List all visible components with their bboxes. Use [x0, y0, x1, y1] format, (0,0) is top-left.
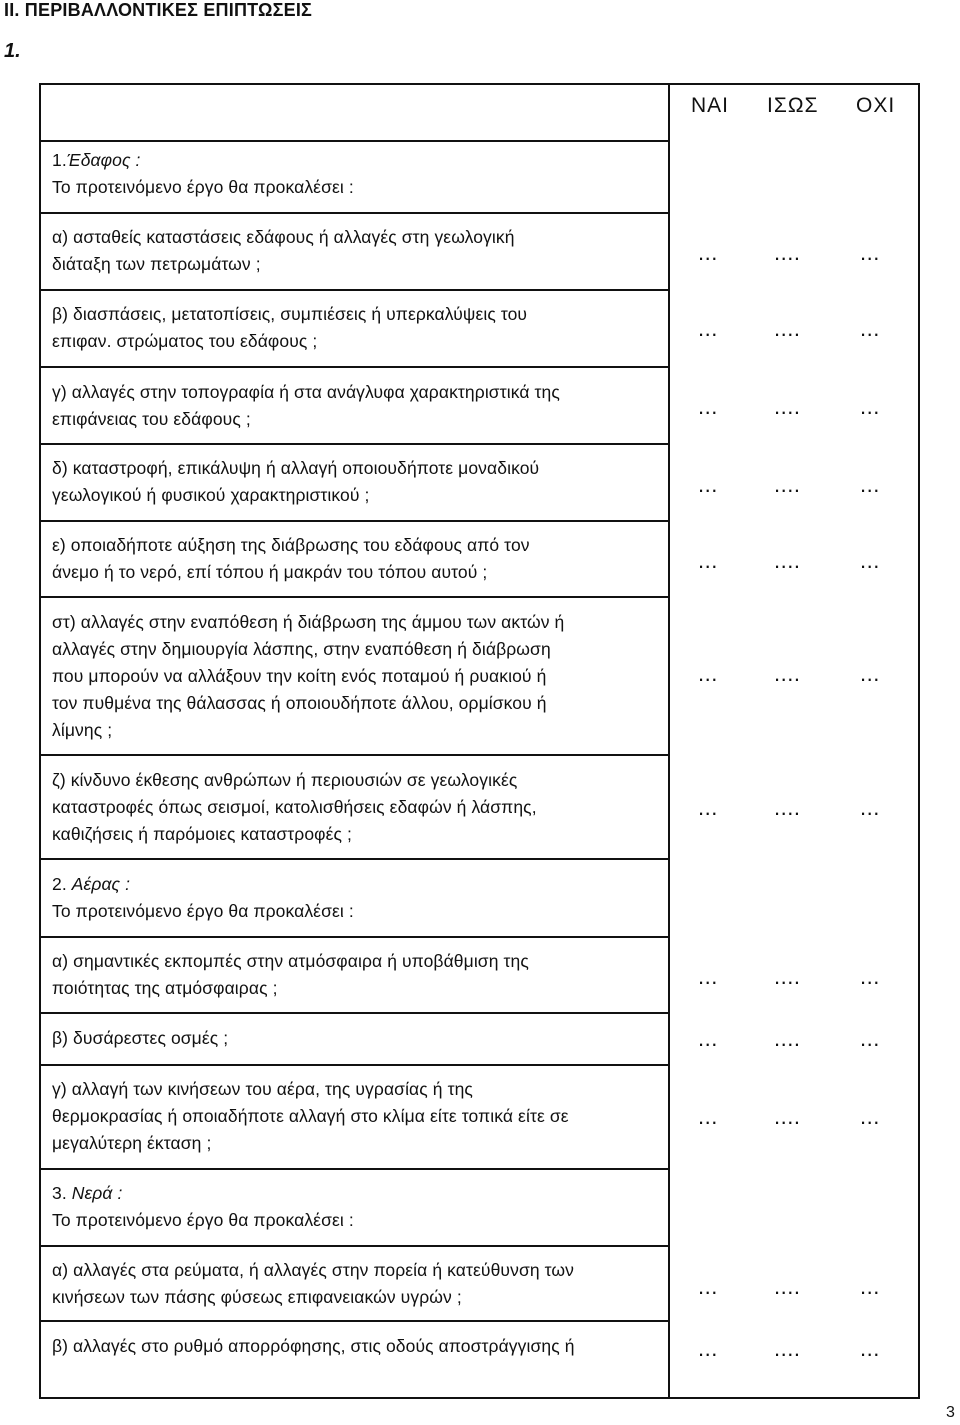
answer-no[interactable]: ...	[860, 964, 880, 989]
row-divider	[41, 1320, 668, 1322]
answer-no[interactable]: ...	[860, 240, 880, 265]
question-line: α) αλλαγές στα ρεύματα, ή αλλαγές στην πορεία ή κατεύθυνση των	[52, 1260, 575, 1280]
group-intro: Το προτεινόμενο έργο θα προκαλέσει :	[52, 901, 354, 921]
group-number: 2.	[52, 874, 67, 894]
answer-yes[interactable]: ...	[698, 1336, 718, 1361]
question-soil-b	[52, 301, 662, 355]
question-line: ε) οποιαδήποτε αύξηση της διάβρωσης του εδάφους από τον	[52, 535, 530, 555]
answer-marks[interactable]	[690, 1028, 910, 1058]
question-line: επιφαν. στρώματος του εδάφους ;	[52, 331, 318, 351]
answer-no[interactable]: ...	[860, 316, 880, 341]
question-line: ποιότητας της ατμόσφαιρας ;	[52, 978, 278, 998]
question-line: γ) αλλαγές στην τοπογραφία ή στα ανάγλυφα χαρακτηριστικά της	[52, 382, 560, 402]
row-divider	[41, 1245, 668, 1247]
answer-maybe[interactable]: ....	[774, 316, 801, 341]
answer-marks[interactable]	[690, 663, 910, 693]
row-divider	[41, 858, 668, 860]
answer-maybe[interactable]: ....	[774, 472, 801, 497]
answer-yes[interactable]: ...	[698, 795, 718, 820]
section-title: ΙΙ. ΠΕΡΙΒΑΛΛΟΝΤΙΚΕΣ ΕΠΙΠΤΩΣΕΙΣ	[4, 0, 313, 20]
question-line: λίμνης ;	[52, 720, 113, 740]
group-heading-soil	[52, 147, 662, 201]
group-title: Νερά :	[71, 1183, 123, 1203]
question-line: θερμοκρασίας ή οποιαδήποτε αλλαγή στο κλίμα είτε τοπικά είτε σε	[52, 1106, 569, 1126]
answer-no[interactable]: ...	[860, 661, 880, 686]
group-number: 1.	[52, 150, 67, 170]
answer-yes[interactable]: ...	[698, 240, 718, 265]
question-line: ζ) κίνδυνο έκθεσης ανθρώπων ή περιουσιών σε γεωλογικές	[52, 770, 518, 790]
question-soil-z	[52, 767, 662, 848]
answer-no[interactable]: ...	[860, 1274, 880, 1299]
group-title: Έδαφος :	[66, 150, 141, 170]
row-divider	[41, 366, 668, 368]
answer-marks[interactable]	[690, 396, 910, 426]
group-number: 3.	[52, 1183, 67, 1203]
question-line: επιφάνειας του εδάφους ;	[52, 409, 251, 429]
question-soil-d	[52, 455, 662, 509]
column-header-yes: ΝΑΙ	[691, 94, 730, 117]
question-soil-a	[52, 224, 662, 278]
column-header-maybe: ΙΣΩΣ	[767, 94, 819, 117]
answer-yes[interactable]: ...	[698, 1026, 718, 1051]
row-divider	[41, 443, 668, 445]
answer-yes[interactable]: ...	[698, 394, 718, 419]
column-header-no: ΟΧΙ	[856, 94, 896, 117]
answer-yes[interactable]: ...	[698, 1104, 718, 1129]
answer-marks[interactable]	[690, 797, 910, 827]
page-number: 3	[946, 1404, 955, 1421]
row-divider	[41, 289, 668, 291]
row-divider	[41, 520, 668, 522]
answer-marks[interactable]	[690, 1106, 910, 1136]
section-number: 1.	[4, 40, 21, 62]
question-line: β) διασπάσεις, μετατοπίσεις, συμπιέσεις ή υπερκαλύψεις του	[52, 304, 528, 324]
answer-maybe[interactable]: ....	[774, 964, 801, 989]
answer-yes[interactable]: ...	[698, 548, 718, 573]
question-line: β) αλλαγές στο ρυθμό απορρόφησης, στις οδούς αποστράγγισης ή	[52, 1336, 575, 1356]
group-title: Αέρας :	[71, 874, 131, 894]
group-intro: Το προτεινόμενο έργο θα προκαλέσει :	[52, 177, 354, 197]
row-divider	[41, 1012, 668, 1014]
answer-maybe[interactable]: ....	[774, 1336, 801, 1361]
row-divider	[41, 140, 668, 142]
question-water-a	[52, 1257, 662, 1311]
answer-maybe[interactable]: ....	[774, 795, 801, 820]
question-soil-e	[52, 532, 662, 586]
row-divider	[41, 1064, 668, 1066]
answer-no[interactable]: ...	[860, 394, 880, 419]
question-line: που μπορούν να αλλάξουν την κοίτη ενός ποταμού ή ρυακιού ή	[52, 666, 547, 686]
answer-marks[interactable]	[690, 318, 910, 348]
row-divider	[41, 754, 668, 756]
answer-no[interactable]: ...	[860, 1336, 880, 1361]
answer-maybe[interactable]: ....	[774, 548, 801, 573]
question-line: κινήσεων των πάσης φύσεως επιφανειακών υγρών ;	[52, 1287, 462, 1307]
answer-no[interactable]: ...	[860, 1104, 880, 1129]
answer-maybe[interactable]: ....	[774, 1104, 801, 1129]
answer-marks[interactable]	[690, 966, 910, 996]
question-line: στ) αλλαγές στην εναπόθεση ή διάβρωση της άμμου των ακτών ή	[52, 612, 565, 632]
answer-yes[interactable]: ...	[698, 316, 718, 341]
answer-marks[interactable]	[690, 550, 910, 580]
answer-yes[interactable]: ...	[698, 964, 718, 989]
answer-marks[interactable]	[690, 1338, 910, 1368]
question-air-c	[52, 1076, 662, 1157]
answer-marks[interactable]	[690, 1276, 910, 1306]
group-heading-water	[52, 1180, 662, 1234]
question-line: καταστροφές όπως σεισμοί, κατολισθήσεις εδαφών ή λάσπης,	[52, 797, 537, 817]
answer-no[interactable]: ...	[860, 1026, 880, 1051]
column-divider	[668, 85, 670, 1397]
group-intro: Το προτεινόμενο έργο θα προκαλέσει :	[52, 1210, 354, 1230]
question-line: καθιζήσεις ή παρόμοιες καταστροφές ;	[52, 824, 352, 844]
answer-no[interactable]: ...	[860, 472, 880, 497]
question-air-b	[52, 1025, 662, 1052]
answer-maybe[interactable]: ....	[774, 394, 801, 419]
answer-yes[interactable]: ...	[698, 1274, 718, 1299]
row-divider	[41, 1168, 668, 1170]
question-line: αλλαγές στην δημιουργία λάσπης, στην εναπόθεση ή διάβρωση	[52, 639, 551, 659]
answer-maybe[interactable]: ....	[774, 661, 801, 686]
answer-no[interactable]: ...	[860, 548, 880, 573]
answer-marks[interactable]	[690, 242, 910, 272]
question-line: β) δυσάρεστες οσμές ;	[52, 1028, 229, 1048]
answer-marks[interactable]	[690, 474, 910, 504]
answer-maybe[interactable]: ....	[774, 1026, 801, 1051]
answer-no[interactable]: ...	[860, 795, 880, 820]
question-line: άνεμο ή το νερό, επί τόπου ή μακράν του τόπου αυτού ;	[52, 562, 488, 582]
question-line: α) σημαντικές εκπομπές στην ατμόσφαιρα ή υποβάθμιση της	[52, 951, 529, 971]
question-line: γεωλογικού ή φυσικού χαρακτηριστικού ;	[52, 485, 370, 505]
group-heading-air	[52, 871, 662, 925]
question-air-a	[52, 948, 662, 1002]
row-divider	[41, 212, 668, 214]
row-divider	[41, 936, 668, 938]
answer-yes[interactable]: ...	[698, 472, 718, 497]
row-divider	[41, 596, 668, 598]
answer-maybe[interactable]: ....	[774, 240, 801, 265]
question-line: γ) αλλαγή των κινήσεων του αέρα, της υγρασίας ή της	[52, 1079, 473, 1099]
question-soil-st	[52, 609, 662, 744]
answer-yes[interactable]: ...	[698, 661, 718, 686]
question-water-b	[52, 1333, 662, 1360]
question-soil-c	[52, 379, 662, 433]
question-line: μεγαλύτερη έκταση ;	[52, 1133, 212, 1153]
question-line: διάταξη των πετρωμάτων ;	[52, 254, 261, 274]
question-line: δ) καταστροφή, επικάλυψη ή αλλαγή οποιουδήποτε μοναδικού	[52, 458, 540, 478]
question-line: τον πυθμένα της θάλασσας ή οποιουδήποτε άλλου, ορμίσκου ή	[52, 693, 547, 713]
question-line: α) ασταθείς καταστάσεις εδάφους ή αλλαγές στη γεωλογική	[52, 227, 515, 247]
answer-maybe[interactable]: ....	[774, 1274, 801, 1299]
